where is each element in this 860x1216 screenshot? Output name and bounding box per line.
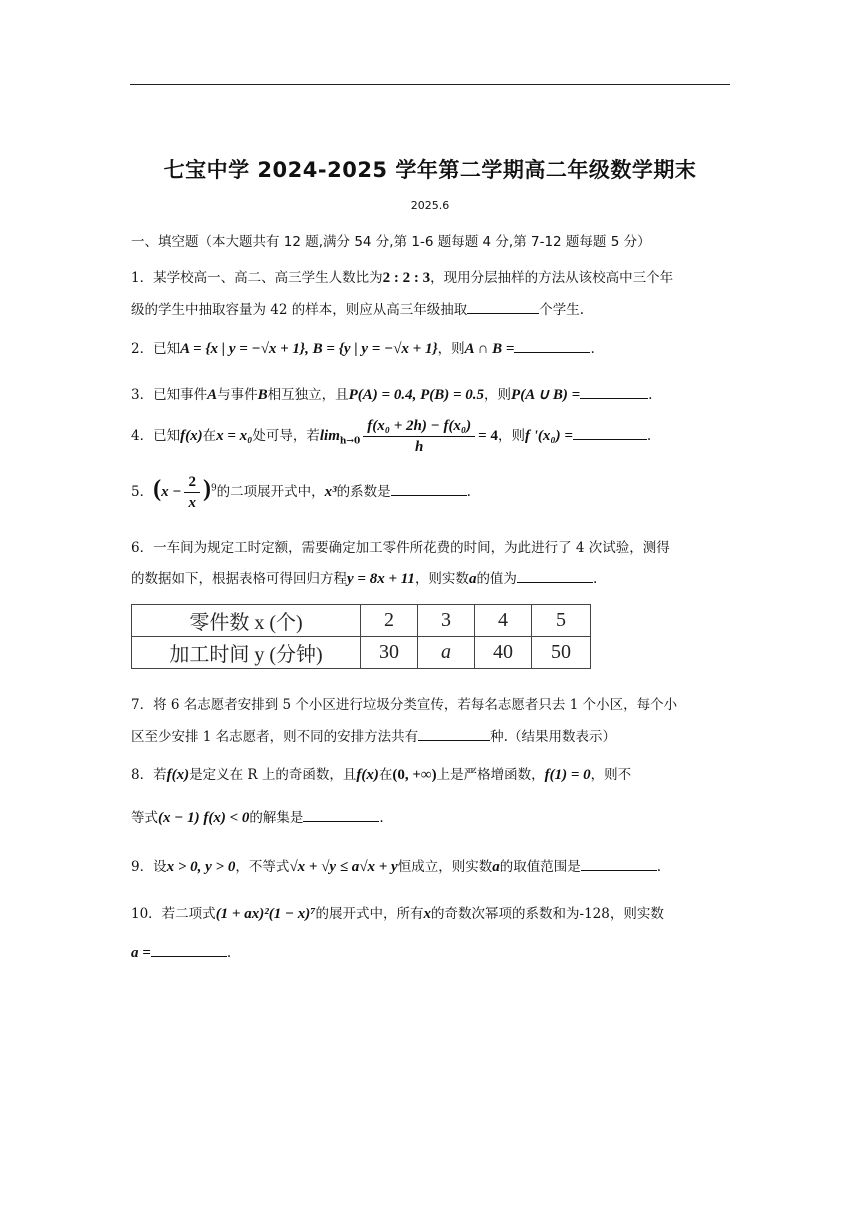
question-1-line-2: 级的学生中抽取容量为 42 的样本，则应从高三年级抽取 个学生. (131, 298, 584, 318)
question-10-line-1: 10．若二项式(1 + ax)²(1 − x)⁷的展开式中，所有x的奇数次幂项的系数和为-128，则实数 (131, 906, 664, 922)
difference-quotient: $\frac{\text{f(x₀ + 2h) − f(x₀)}}{h}$ (363, 416, 475, 457)
data-table (131, 604, 591, 669)
answer-blank[interactable] (391, 481, 467, 496)
table-cell: 零件数 x (个) (132, 605, 361, 637)
inequality: (x − 1) f(x) < 0 (158, 810, 250, 826)
table-cell: 3 (418, 605, 475, 637)
answer-blank[interactable] (151, 942, 227, 957)
section-heading: 一、填空题（本大题共有 12 题,满分 54 分,第 1-6 题每题 4 分,第 7-12 题每题 5 分） (131, 234, 651, 250)
table-cell: 50 (532, 637, 591, 669)
answer-blank[interactable] (514, 338, 590, 353)
binomial-fraction: $\frac{2}{x}$ (184, 472, 200, 513)
exam-title: 七宝中学 2024-2025 学年第二学期高二年级数学期末 (163, 158, 697, 182)
question-1-line-1: 1．某学校高一、高二、高三学生人数比为2 : 2 : 3，现用分层抽样的方法从该校高中三个年 (131, 270, 674, 286)
table-row (132, 637, 591, 669)
table-cell: 30 (361, 637, 418, 669)
table-cell: a (418, 637, 475, 669)
question-10-line-2: a = . (131, 942, 231, 962)
table-cell: 4 (475, 605, 532, 637)
question-7-line-1: 7．将 6 名志愿者安排到 5 个小区进行垃圾分类宣传，若每名志愿者只去 1 个小区，每个小 (131, 697, 678, 713)
set-definition: A = {x | y = −√x + 1}, B = {y | y = −√x + 1} (180, 341, 438, 357)
question-3: 3．已知事件A与事件B相互独立，且P(A) = 0.4, P(B) = 0.5，则P(A ∪ B) = . (131, 383, 652, 404)
regression-equation: y = 8x + 11 (347, 571, 415, 587)
header-rule (130, 84, 730, 85)
answer-blank[interactable] (573, 425, 647, 440)
answer-blank[interactable] (467, 299, 539, 314)
table-cell: 5 (532, 605, 591, 637)
question-6-line-1: 6．一车间为规定工时定额，需要确定加工零件所花费的时间，为此进行了 4 次试验，测得 (131, 540, 670, 556)
question-2: 2．已知A = {x | y = −√x + 1}, B = {y | y = −√x + 1}，则A ∩ B = . (131, 337, 595, 358)
question-8-line-2: 等式(x − 1) f(x) < 0的解集是 . (131, 806, 384, 827)
given-probabilities: P(A) = 0.4, P(B) = 0.5 (348, 387, 485, 403)
answer-blank[interactable] (418, 726, 490, 741)
table-row (132, 605, 591, 637)
question-6-line-2: 的数据如下，根据表格可得回归方程y = 8x + 11，则实数a的值为 . (131, 567, 597, 588)
table-cell: 2 (361, 605, 418, 637)
exam-date: 2025.6 (410, 199, 450, 212)
answer-blank[interactable] (581, 856, 657, 871)
question-5: 5．(x − $\frac{2}{x}$ )$^9$的二项展开式中，x³的系数是 . (131, 474, 471, 511)
question-8-line-1: 8．若f(x)是定义在 R 上的奇函数，且f(x)在(0, +∞)上是严格增函数，f(1) = 0，则不 (131, 767, 632, 783)
question-7-line-2: 区至少安排 1 名志愿者，则不同的安排方法共有 种.（结果用数表示） (131, 725, 616, 745)
question-9: 9．设x > 0, y > 0，不等式√x + √y ≤ a√x + y恒成立，则实数a的取值范围是 . (131, 855, 661, 876)
ratio: 2 : 2 : 3 (382, 270, 431, 286)
question-4: 4．已知f(x)在x = x₀处可导，若$\lim_{h\to 0}$ $\frac{\text{f(x₀ + 2h) − f(x₀)}}{h}$ = 4，则f '(x₀) = . (131, 418, 652, 455)
answer-blank[interactable] (580, 384, 648, 399)
limit-symbol: lim (319, 428, 340, 444)
answer-blank[interactable] (303, 807, 379, 822)
answer-blank[interactable] (517, 568, 593, 583)
binomial-expression: (1 + ax)²(1 − x)⁷ (215, 906, 316, 922)
table-cell: 40 (475, 637, 532, 669)
table-cell: 加工时间 y (分钟) (132, 637, 361, 669)
inequality: √x + √y ≤ a√x + y (289, 859, 398, 875)
